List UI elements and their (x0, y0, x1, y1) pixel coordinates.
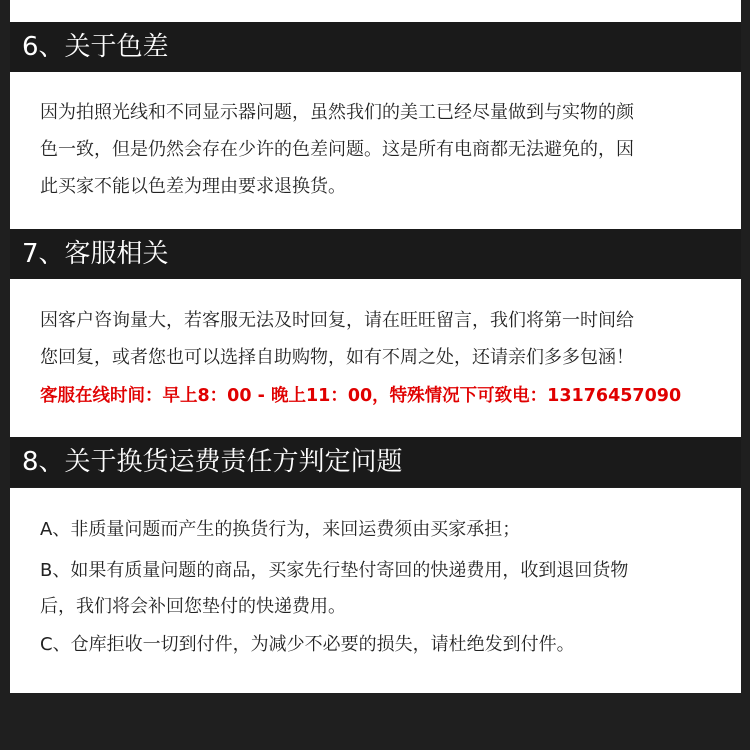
section-8-item-a: A、非质量问题而产生的换货行为，来回运费须由买家承担； (40, 519, 521, 540)
section-6-line-2: 色一致，但是仍然会存在少许的色差问题。这是所有电商都无法避免的，因 (40, 139, 634, 160)
section-6-line-1: 因为拍照光线和不同显示器问题，虽然我们的美工已经尽量做到与实物的颜 (40, 102, 634, 123)
section-6-line-3: 此买家不能以色差为理由要求退换货。 (40, 176, 346, 197)
section-8-item-b-line-1: B、如果有质量问题的商品，买家先行垫付寄回的快递费用，收到退回货物 (40, 560, 629, 581)
section-7-heading: 7、客服相关 (10, 229, 741, 279)
top-card-edge (10, 0, 741, 22)
section-7-line-2: 您回复，或者您也可以选择自助购物，如有不周之处，还请亲们多多包涵！ (40, 347, 634, 368)
section-8-item-c: C、仓库拒收一切到付件，为减少不必要的损失，请杜绝发到付件。 (40, 634, 575, 655)
section-6-heading: 6、关于色差 (10, 22, 741, 72)
section-7-line-1: 因客户咨询量大，若客服无法及时回复，请在旺旺留言，我们将第一时间给 (40, 310, 634, 331)
service-hours-notice: 客服在线时间：早上8：00 - 晚上11：00，特殊情况下可致电：13176457090 (40, 386, 682, 406)
section-8-heading: 8、关于换货运费责任方判定问题 (10, 437, 741, 487)
section-8-item-b-line-2: 后，我们将会补回您垫付的快递费用。 (40, 596, 346, 617)
